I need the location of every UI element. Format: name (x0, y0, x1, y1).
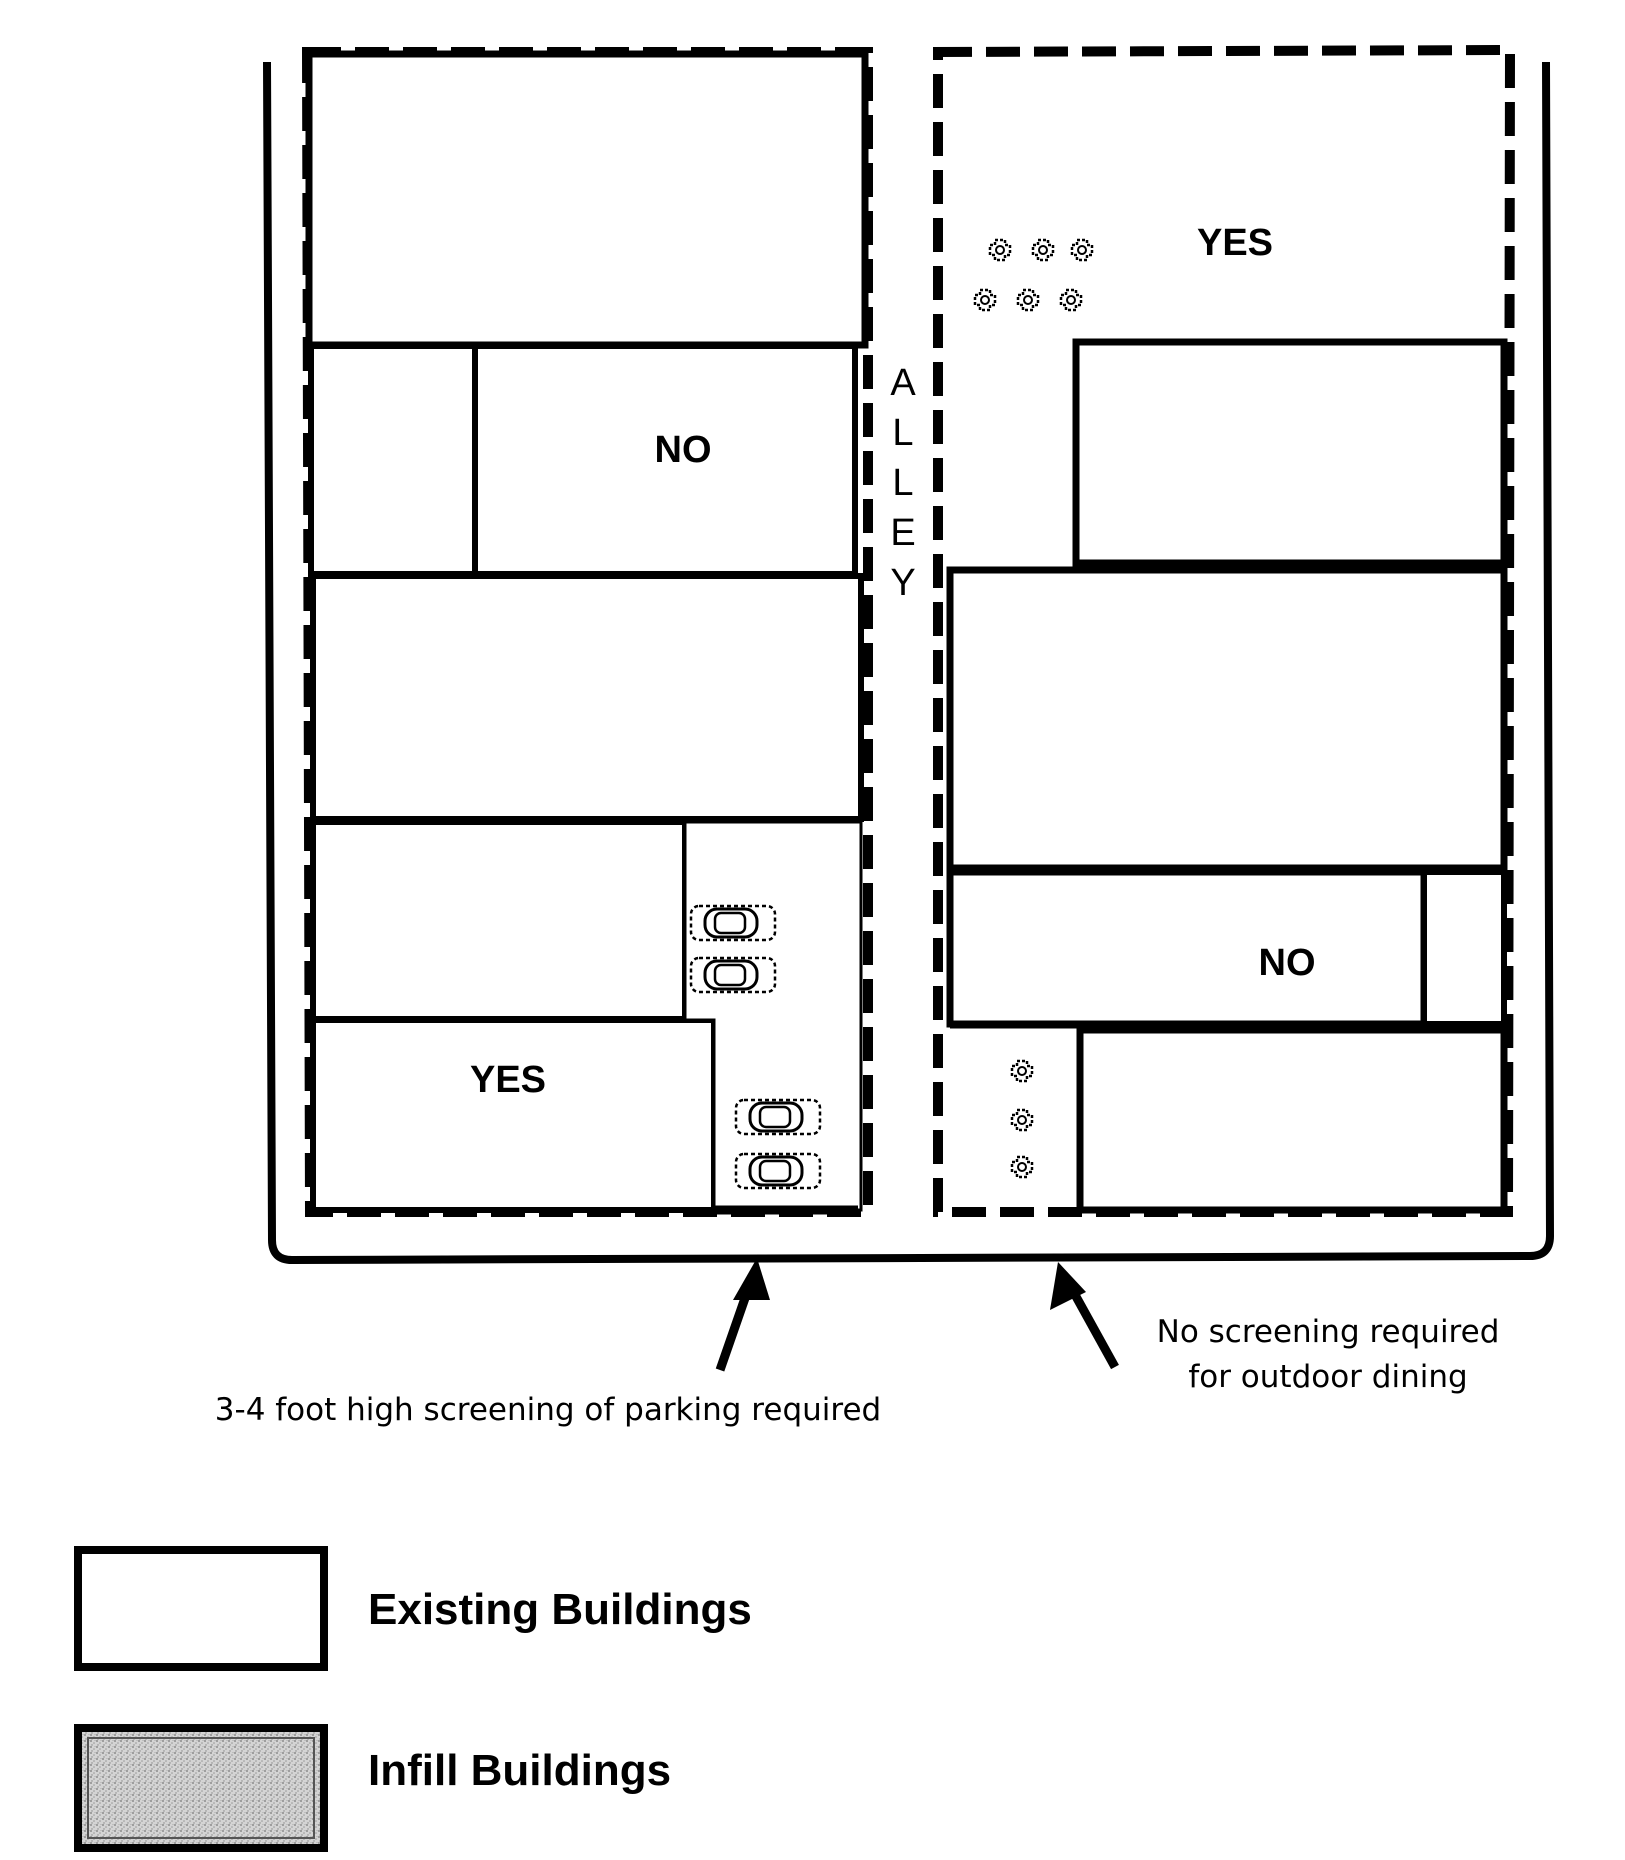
building-r3a (950, 872, 1424, 1024)
parking-screening-note: 3-4 foot high screening of parking required (214, 1392, 882, 1428)
dining-note-line2: for outdoor dining (1188, 1359, 1468, 1395)
outdoor-dining-tables-bottom (1012, 1061, 1032, 1177)
building-r1 (1076, 342, 1504, 563)
parking-callout-arrow (720, 1258, 770, 1370)
building-l5 (313, 1020, 714, 1210)
alley-letter: Y (890, 562, 916, 604)
legend-swatch-existing (78, 1550, 324, 1667)
table-1 (990, 240, 1010, 260)
dining-note-line1: No screening required (1156, 1314, 1500, 1350)
building-l1 (309, 54, 865, 345)
building-r4 (1080, 1030, 1504, 1210)
dining-callout-arrow (1050, 1262, 1115, 1367)
table-5 (1018, 290, 1038, 310)
legend-label-infill: Infill Buildings (368, 1746, 672, 1795)
building-l3 (313, 576, 861, 819)
legend-swatch-infill (78, 1728, 324, 1848)
alley-letter: L (892, 412, 914, 454)
table-3 (1072, 240, 1092, 260)
legend-label-existing: Existing Buildings (368, 1585, 752, 1634)
alley-label (890, 362, 916, 604)
table-9 (1012, 1157, 1032, 1177)
label-yes-right: YES (1196, 222, 1274, 264)
outdoor-dining-tables-top (975, 240, 1092, 310)
alley-letter: E (890, 512, 916, 554)
car-1 (691, 906, 775, 940)
building-l2a (311, 346, 475, 574)
alley-letter: A (890, 362, 916, 404)
table-6 (1061, 290, 1081, 310)
table-8 (1012, 1110, 1032, 1130)
building-l4 (313, 822, 685, 1019)
car-2 (691, 958, 775, 992)
table-2 (1033, 240, 1053, 260)
label-no-right: NO (1258, 942, 1316, 984)
label-yes-left: YES (469, 1059, 547, 1101)
car-4 (736, 1154, 820, 1188)
building-r2 (950, 570, 1504, 868)
legend (78, 1550, 752, 1848)
car-3 (736, 1100, 820, 1134)
label-no-left: NO (654, 429, 712, 471)
table-7 (1012, 1061, 1032, 1081)
building-r3b (1424, 872, 1504, 1024)
left-block-buildings (309, 54, 865, 1210)
table-4 (975, 290, 995, 310)
right-block-buildings (950, 342, 1504, 1210)
alley-letter: L (892, 462, 914, 504)
